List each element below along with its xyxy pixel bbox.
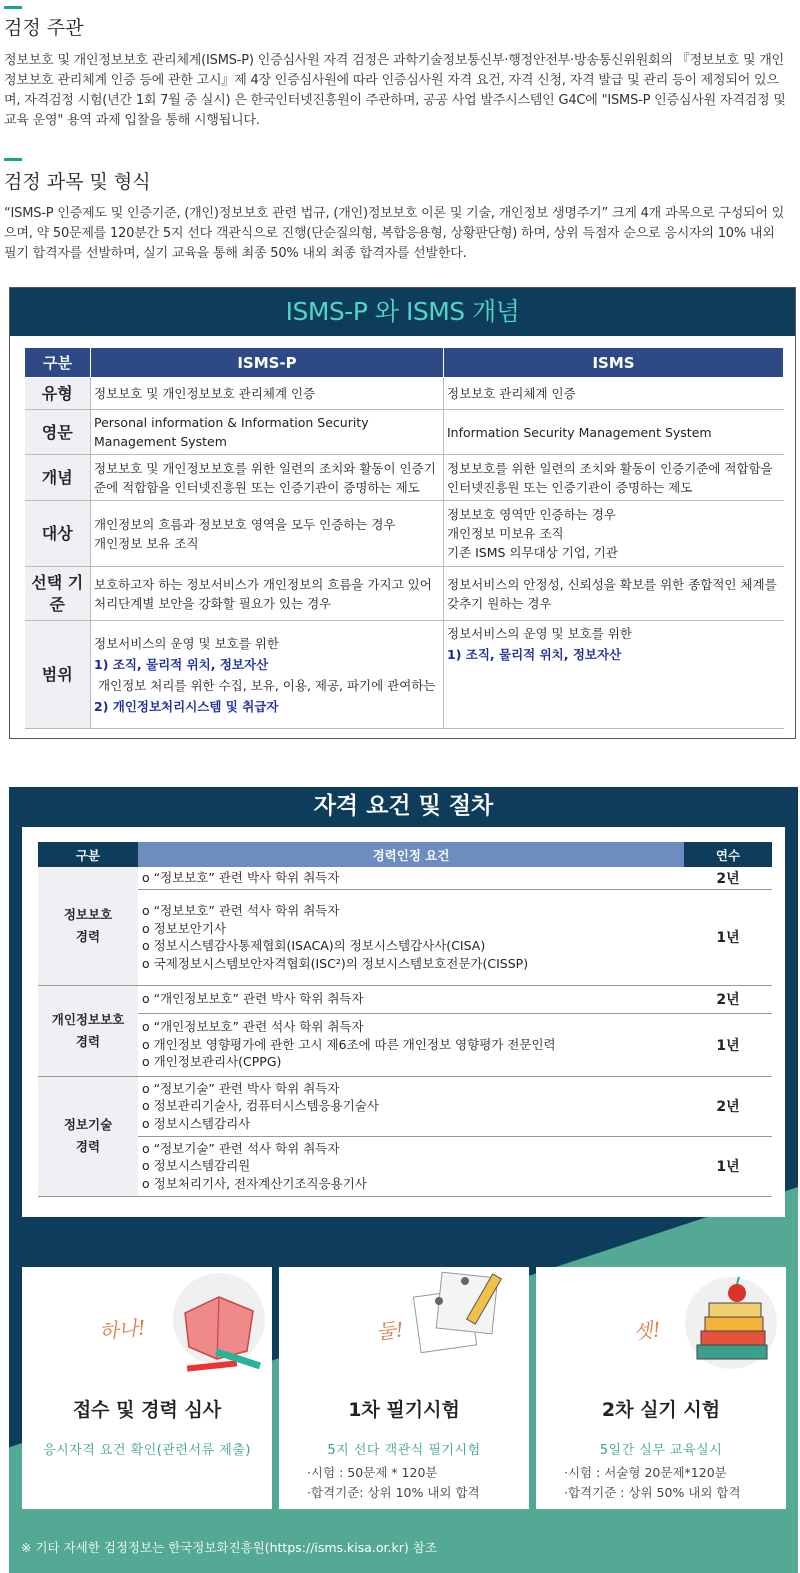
table-row xyxy=(38,1136,772,1196)
step-title: 접수 및 경력 심사 xyxy=(72,1399,222,1421)
isms-cell: 정보보호를 위한 일련의 조치와 활동이 인증기준에 적합함을 인터넷진흥원 또는 인증기관이 증명하는 제도 xyxy=(444,455,784,501)
isms-cell xyxy=(444,621,784,729)
section-accent xyxy=(4,158,22,161)
table-row xyxy=(38,1013,772,1076)
step-details xyxy=(564,1463,774,1503)
row-key: 유형 xyxy=(25,378,91,410)
exam-subjects-paragraph: “ISMS-P 인증제도 및 인증기준, (개인)정보보호 관련 법규, (개인)정보보호 이론 및 기술, 개인정보 생명주기” 크게 4개 과목으로 구성되어 있으며, 약 50문제를 120분간 5지 선다 객관식으로 진행(단순질의형, 복합응용형, 상황판단형) 하며, 상위 득점자 순으로 응시자의 10% 내외 필기 합격자를 선발하며, 실기 교육을 통해 최종 50% 내외 최종 합격자를 선발한다. xyxy=(4,206,785,261)
header-isms-p: ISMS-P xyxy=(91,348,444,378)
exam-host-paragraph: 정보보호 및 개인정보보호 관리체계(ISMS-P) 인증심사원 자격 검정은 과학기술정보통신부·행정안전부·방송통신위원회의 『정보보호 및 개인정보보호 관리체계 인증 등에 관한 고시』제 4장 인증심사원에 따라 인증심사원 자격 요건, 자격 신청, 자격 발급 및 관리 등이 제정되어 있으며, 자격검정 시험(년간 1회 7월 중 실시) 은 한국인터넷진흥원이 주관하며, 공공 사업 발주시스템인 G4C에 "ISMS-P 인증심사원 자격검정 및 교육 운영" 용역 과제 입찰을 통해 시행됩니다. xyxy=(4,53,786,128)
step-details xyxy=(307,1463,517,1503)
isms-p-cell xyxy=(91,501,444,567)
header-category: 구분 xyxy=(25,348,91,378)
req-line: o “개인정보보호” 관련 석사 학위 취득자 xyxy=(142,1019,364,1035)
cell-line: 1) 조직, 물리적 위치, 정보자산 xyxy=(447,647,622,662)
cell-line: 2) 개인정보처리시스템 및 취급자 xyxy=(94,698,279,714)
row-key: 영문 xyxy=(25,410,91,455)
row-key: 대상 xyxy=(25,501,91,567)
cell-line: 1) 조직, 물리적 위치, 정보자산 xyxy=(94,656,269,672)
requirement-cell xyxy=(138,1013,684,1076)
group-name xyxy=(38,867,138,985)
step-title: 1차 필기시험 xyxy=(348,1399,460,1421)
step-card-1 xyxy=(22,1267,272,1509)
req-line: o “개인정보보호” 관련 박사 학위 취득자 xyxy=(142,991,364,1007)
req-line: o 정보시스템감리원 xyxy=(142,1158,251,1174)
qualification-title: 자격 요건 및 절차 xyxy=(313,793,494,819)
step-detail-line: ·시험 : 서술형 20문제*120분 xyxy=(564,1465,727,1480)
step-detail-line: ·합격기준: 상위 10% 내외 합격 xyxy=(307,1485,480,1500)
cell-line: 정보서비스의 운영 및 보호를 위한 xyxy=(447,626,632,641)
table-header-row xyxy=(38,842,772,867)
table-row xyxy=(38,867,772,889)
group-name xyxy=(38,985,138,1076)
table-row xyxy=(38,1076,772,1136)
table-row xyxy=(38,985,772,1013)
cell-line: 기존 ISMS 의무대상 기업, 기관 xyxy=(447,545,618,560)
step-subtitle: 응시자격 요건 확인(관련서류 제출) xyxy=(43,1443,251,1458)
req-line: o 정보관리기술사, 컴퓨터시스템응용기술사 xyxy=(142,1098,379,1114)
row-key: 범위 xyxy=(25,621,91,729)
cell-line: 개인정보 처리를 위한 수집, 보유, 이용, 제공, 파기에 관여하는 xyxy=(98,677,436,693)
step-detail-line: ·합격기준 : 상위 50% 내외 합격 xyxy=(564,1485,741,1500)
qualification-table xyxy=(38,842,772,1197)
requirement-cell xyxy=(138,1136,684,1196)
table-row xyxy=(25,621,784,729)
row-key: 선택 기준 xyxy=(25,567,91,621)
table-row xyxy=(25,455,784,501)
table-row xyxy=(25,410,784,455)
table-header-row xyxy=(25,348,784,378)
books-apple-illustration-icon xyxy=(681,1267,781,1377)
table-row xyxy=(38,889,772,985)
step-detail-line: ·시험 : 50문제 * 120분 xyxy=(307,1465,438,1480)
years-cell: 1년 xyxy=(684,889,772,985)
header-category: 구분 xyxy=(38,842,138,867)
header-years: 연수 xyxy=(684,842,772,867)
years-cell: 2년 xyxy=(684,985,772,1013)
section-title-exam-host: 검정 주관 xyxy=(4,17,84,39)
group-label: 개인정보보호 경력 xyxy=(51,1011,125,1049)
isms-concept-box xyxy=(9,287,796,739)
step-subtitle: 5지 선다 객관식 필기시험 xyxy=(327,1443,481,1458)
step-number-label: 둘! xyxy=(375,1317,405,1344)
book-illustration-icon xyxy=(167,1267,267,1377)
step-number-label: 셋! xyxy=(632,1317,662,1344)
isms-p-cell: 정보보호 및 개인정보보호를 위한 일련의 조치와 활동이 인증기준에 적합함을 인터넷진흥원 또는 인증기관이 증명하는 제도 xyxy=(91,455,444,501)
years-cell: 1년 xyxy=(684,1136,772,1196)
req-line: o 개인정보관리사(CPPG) xyxy=(142,1054,282,1070)
isms-cell xyxy=(444,501,784,567)
group-name xyxy=(38,1076,138,1196)
req-line: o “정보보호” 관련 박사 학위 취득자 xyxy=(142,870,340,885)
header-isms: ISMS xyxy=(444,348,784,378)
years-cell: 1년 xyxy=(684,1013,772,1076)
section-title-exam-subjects: 검정 과목 및 형식 xyxy=(4,171,151,193)
req-line: o 국제정보시스템보안자격협회(ISC²)의 정보시스템보호전문가(CISSP) xyxy=(142,955,529,971)
isms-cell: 정보서비스의 안정성, 신뢰성을 확보를 위한 종합적인 체계를 갖추기 원하는 경우 xyxy=(444,567,784,621)
years-cell: 2년 xyxy=(684,867,772,889)
qualification-section xyxy=(9,787,798,1573)
table-row xyxy=(25,378,784,410)
notes-illustration-icon xyxy=(409,1267,509,1377)
req-line: o 정보시스템감사통제협회(ISACA)의 정보시스템감사사(CISA) xyxy=(142,938,486,953)
isms-title: ISMS-P 와 ISMS 개념 xyxy=(285,297,520,326)
isms-title-bar xyxy=(10,288,795,336)
req-line: o 정보보안기사 xyxy=(142,920,227,936)
req-line: o 정보시스템감리사 xyxy=(142,1115,251,1131)
req-line: o 개인정보 영향평가에 관한 고시 제6조에 따른 개인정보 영향평가 전문인력 xyxy=(142,1036,556,1052)
table-row xyxy=(25,567,784,621)
footer-note: ※ 기타 자세한 검정정보는 한국정보화진흥원(https://isms.kisa.or.kr) 참조 xyxy=(21,1540,437,1555)
requirement-cell xyxy=(138,1076,684,1136)
step-subtitle: 5일간 실무 교육실시 xyxy=(599,1443,723,1458)
req-line: o “정보기술” 관련 박사 학위 취득자 xyxy=(142,1080,340,1096)
step-card-2 xyxy=(279,1267,529,1509)
req-line: o 정보처리기사, 전자계산기조직응용기사 xyxy=(142,1175,367,1191)
isms-p-cell: 보호하고자 하는 정보서비스가 개인정보의 흐름을 가지고 있어 처리단계별 보안을 강화할 필요가 있는 경우 xyxy=(91,567,444,621)
group-label: 정보기술 경력 xyxy=(63,1117,113,1154)
isms-cell: Information Security Management System xyxy=(444,410,784,455)
step-title: 2차 실기 시험 xyxy=(601,1399,721,1421)
requirement-cell xyxy=(138,889,684,985)
cell-line: 정보서비스의 운영 및 보호를 위한 xyxy=(94,635,279,651)
isms-p-cell xyxy=(91,621,444,729)
requirement-cell xyxy=(138,985,684,1013)
table-row xyxy=(25,501,784,567)
cell-line: 개인정보의 흐름과 정보보호 영역을 모두 인증하는 경우 xyxy=(94,516,396,532)
req-line: o “정보보호” 관련 석사 학위 취득자 xyxy=(142,903,340,918)
isms-cell: 정보보호 관리체계 인증 xyxy=(444,378,784,410)
row-key: 개념 xyxy=(25,455,91,501)
group-label: 정보보호 경력 xyxy=(63,906,113,944)
req-line: o “정보기술” 관련 석사 학위 취득자 xyxy=(142,1140,340,1156)
isms-comparison-table xyxy=(24,347,784,729)
cell-line: 개인정보 보유 조직 xyxy=(94,535,199,551)
isms-p-cell: Personal information & Information Security Management System xyxy=(91,410,444,455)
step-number-label: 하나! xyxy=(98,1315,147,1344)
cell-line: 정보보호 영역만 인증하는 경우 xyxy=(447,507,616,522)
qualification-panel xyxy=(22,827,785,1217)
header-requirement: 경력인정 요건 xyxy=(138,842,684,867)
requirement-cell xyxy=(138,867,684,889)
step-card-3 xyxy=(536,1267,786,1509)
years-cell: 2년 xyxy=(684,1076,772,1136)
section-accent xyxy=(4,6,22,9)
cell-line: 개인정보 미보유 조직 xyxy=(447,526,564,541)
isms-p-cell: 정보보호 및 개인정보보호 관리체계 인증 xyxy=(91,378,444,410)
